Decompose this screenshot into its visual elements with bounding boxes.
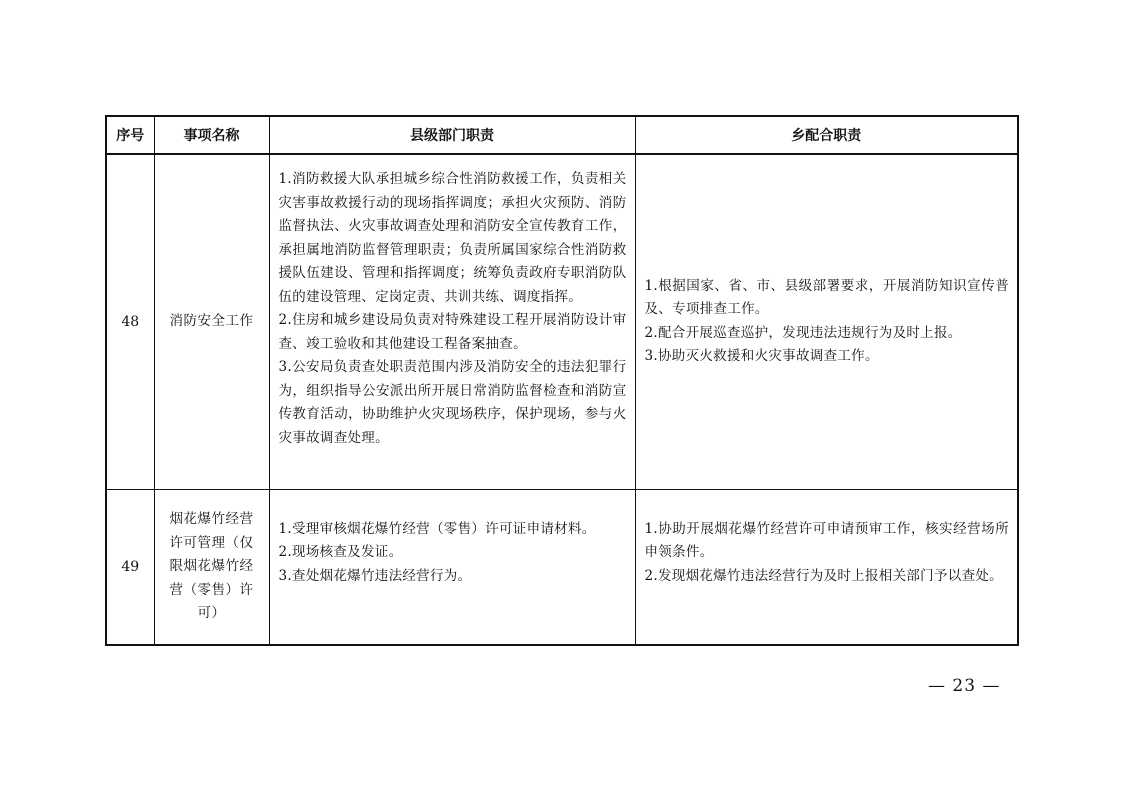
town-duty-item: 2.配合开展巡查巡护，发现违法违规行为及时上报。 (644, 324, 962, 341)
page-number: — 23 — (928, 676, 1001, 696)
town-duty-cell (635, 154, 1018, 489)
header-town-duty: 乡配合职责 (635, 116, 1018, 154)
row-number: 49 (106, 489, 154, 645)
item-name: 烟花爆竹经营许可管理（仅限烟花爆竹经营（零售）许可） (169, 511, 254, 621)
table-row (106, 154, 1018, 489)
item-name-cell (154, 489, 269, 645)
item-name-cell (154, 154, 269, 489)
header-county-duty: 县级部门职责 (269, 116, 635, 154)
town-duty-item: 1.协助开展烟花爆竹经营许可申请预审工作，核实经营场所申领条件。 (644, 520, 1009, 560)
header-item-name: 事项名称 (154, 116, 269, 154)
town-duty-item: 2.发现烟花爆竹违法经营行为及时上报相关部门予以查处。 (644, 567, 1003, 584)
county-duty-item: 3.公安局负责查处职责范围内涉及消防安全的违法犯罪行为，组织指导公安派出所开展日常消防监督检查和消防宣传教育活动，协助维护火灾现场秩序，保护现场，参与火灾事故调查处理。 (278, 359, 627, 446)
county-duty-item: 2.住房和城乡建设局负责对特殊建设工程开展消防设计审查、竣工验收和其他建设工程备案抽查。 (278, 312, 627, 352)
duty-table (105, 115, 1019, 646)
county-duty-item: 2.现场核查及发证。 (278, 544, 403, 560)
table-row (106, 489, 1018, 645)
town-duty-cell (635, 489, 1018, 645)
county-duty-item: 1.受理审核烟花爆竹经营（零售）许可证申请材料。 (278, 520, 596, 537)
table-header-row (106, 116, 1018, 154)
county-duty-cell (269, 489, 635, 645)
county-duty-item: 1.消防救援大队承担城乡综合性消防救援工作，负责相关灾害事故救援行动的现场指挥调度；承担火灾预防、消防监督执法、火灾事故调查处理和消防安全宣传教育工作，承担属地消防监督管理职责；负责所属国家综合性消防救援队伍建设、管理和指挥调度；统筹负责政府专职消防队伍的建设管理、定岗定责、共训共练、调度指挥。 (278, 171, 627, 305)
row-number: 48 (106, 154, 154, 489)
town-duty-item: 1.根据国家、省、市、县级部署要求，开展消防知识宣传普及、专项排查工作。 (644, 277, 1009, 318)
county-duty-item: 3.查处烟花爆竹违法经营行为。 (278, 567, 472, 584)
town-duty-item: 3.协助灭火救援和火灾事故调查工作。 (644, 348, 879, 365)
item-name: 消防安全工作 (169, 313, 254, 329)
county-duty-cell (269, 154, 635, 489)
header-no: 序号 (106, 116, 154, 154)
